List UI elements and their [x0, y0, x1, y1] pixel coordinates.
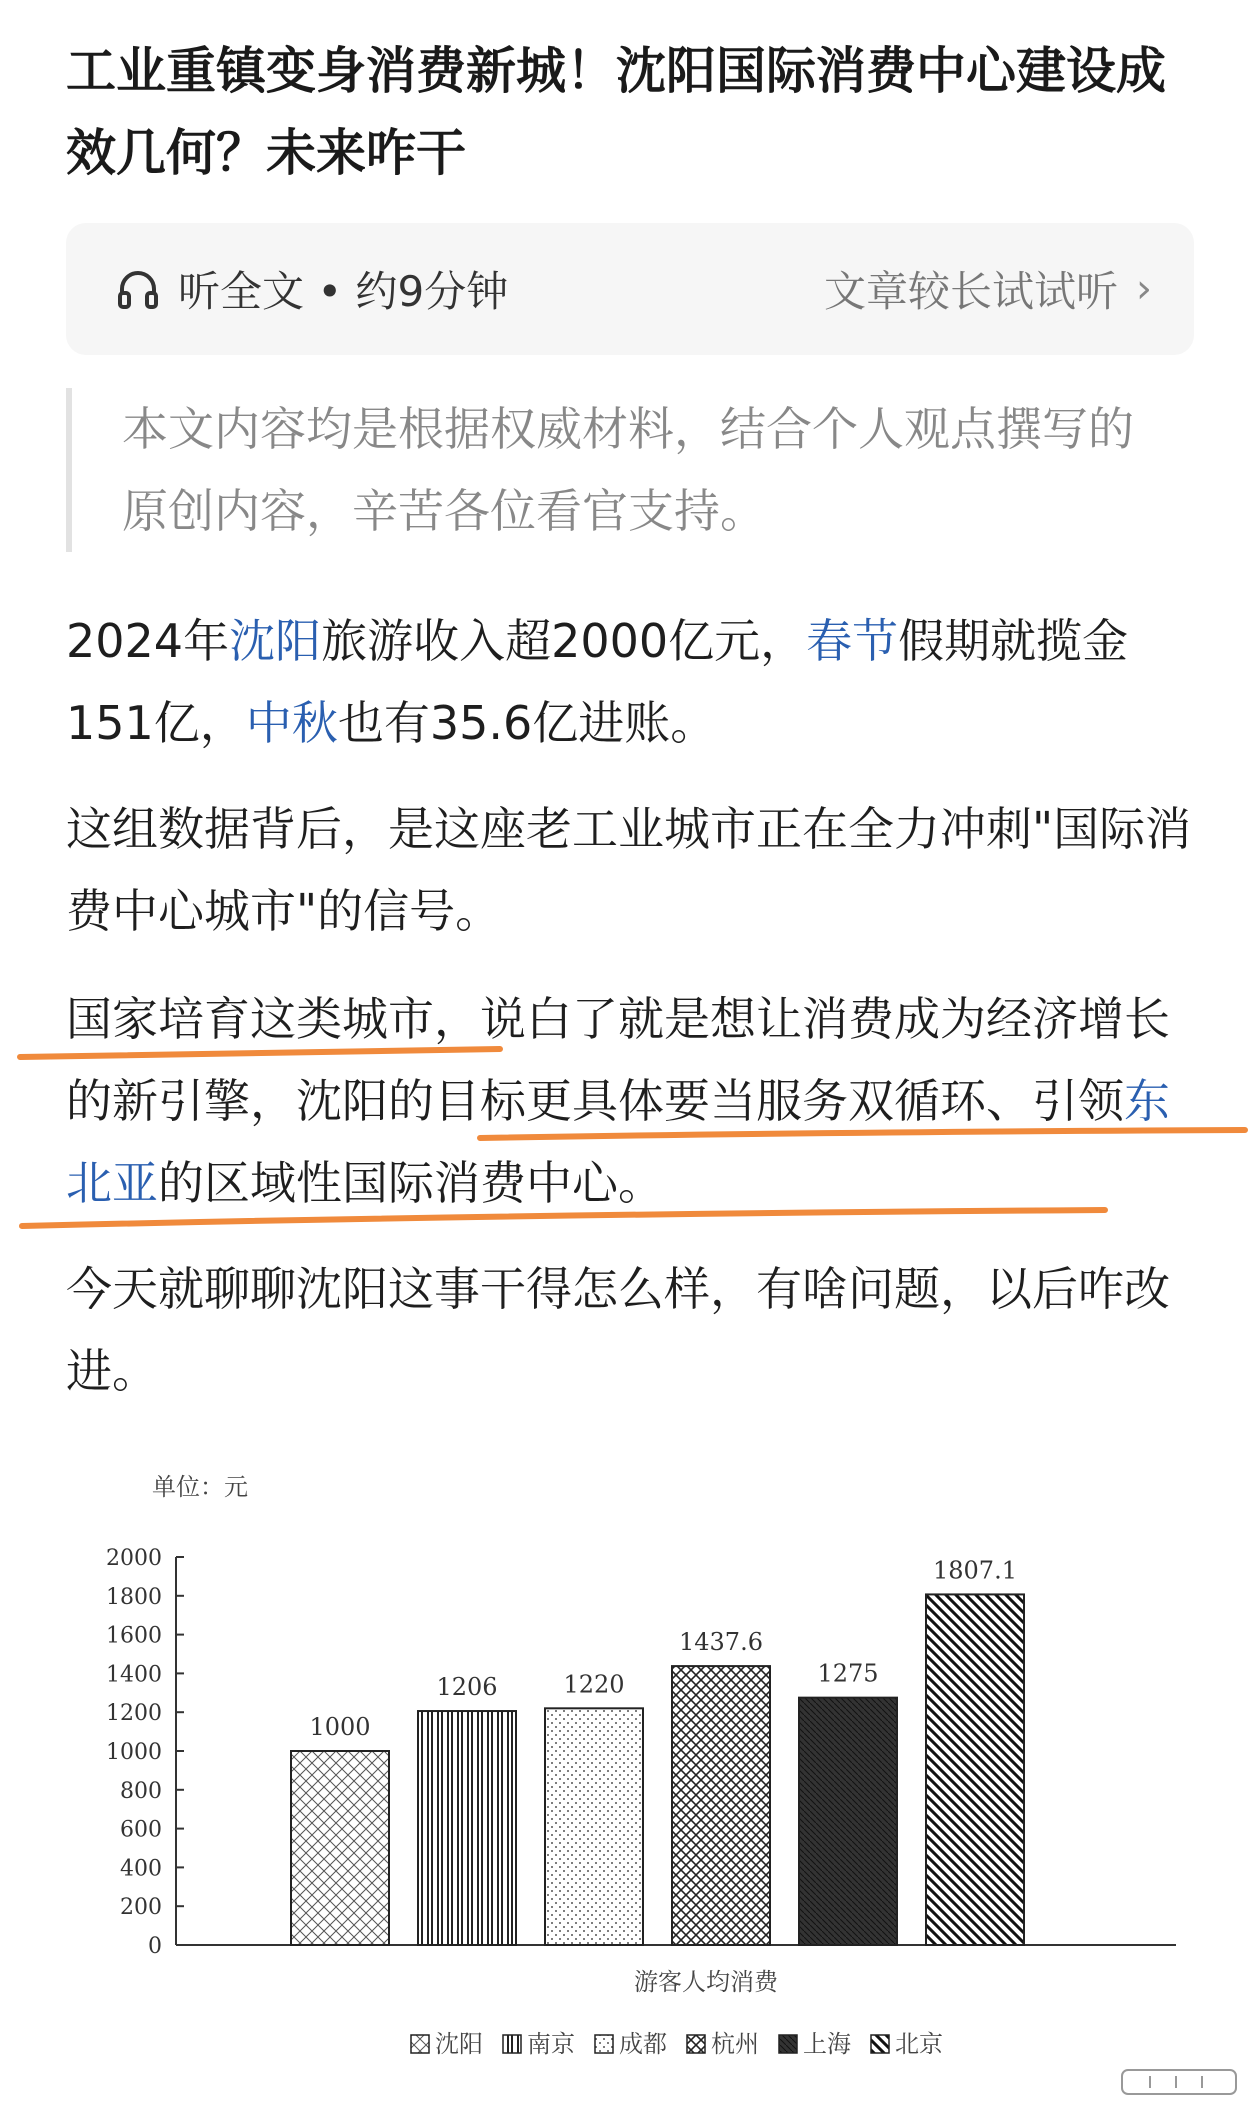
paragraph-3 [66, 978, 1206, 1224]
headphone-icon [114, 265, 162, 313]
bar-5 [799, 1698, 897, 1945]
bar-value-label: 1807.1 [933, 1556, 1017, 1585]
bar-value-label: 1437.6 [679, 1628, 763, 1657]
p1-text-2: 旅游收入超2000亿元， [321, 614, 807, 668]
bar-value-label: 1000 [309, 1713, 371, 1741]
try-listen-link[interactable] [824, 259, 1152, 319]
legend-swatch [687, 2035, 705, 2053]
legend-label: 上海 [803, 2030, 851, 2058]
p1-text-4: 也有35.6亿进账。 [337, 696, 717, 750]
y-tick-label: 1400 [106, 1662, 162, 1688]
legend-swatch [779, 2035, 797, 2053]
article-title: 工业重镇变身消费新城！沈阳国际消费中心建设成效几何？未来咋干 [66, 42, 1166, 182]
p1-text-1: 2024年 [66, 614, 230, 668]
legend-swatch [503, 2035, 521, 2053]
paragraph-4: 今天就聊聊沈阳这事干得怎么样，有啥问题，以后咋改进。 [66, 1262, 1170, 1398]
try-listen-label: 文章较长试试听 [823, 267, 1118, 316]
legend-label: 沈阳 [435, 2030, 483, 2058]
y-tick-label: 800 [120, 1778, 162, 1804]
listen-duration-label: 听全文 • 约9分钟 [178, 267, 509, 316]
bar-value-label: 1220 [563, 1670, 625, 1699]
chevron-right-icon: › [1136, 266, 1152, 312]
legend-label: 南京 [527, 2030, 575, 2058]
bar-4 [672, 1666, 770, 1945]
p3-text-2: 的区域性国际消费中心。 [158, 1156, 664, 1210]
p1-text-3: 假期就揽金151亿， [66, 614, 1129, 750]
expand-more-icon[interactable] [1120, 2068, 1238, 2096]
y-tick-label: 200 [120, 1895, 162, 1921]
bar-6 [926, 1594, 1024, 1945]
y-tick-label: 2000 [106, 1546, 162, 1571]
paragraph-2: 这组数据背后，是这座老工业城市正在全力冲刺"国际消费中心城市"的信号。 [66, 802, 1192, 938]
chart-unit-label: 单位：元 [152, 1473, 248, 1501]
bar-value-label: 1206 [436, 1673, 498, 1702]
legend-label: 杭州 [711, 2030, 759, 2058]
legend-label: 北京 [895, 2030, 943, 2058]
paragraph-1 [66, 600, 1206, 764]
link-spring-festival[interactable]: 春节 [806, 614, 899, 668]
y-tick-label: 1600 [106, 1623, 162, 1649]
y-tick-label: 1000 [106, 1740, 162, 1765]
p3-text-1: 国家培育这类城市，说白了就是想让消费成为经济增长的新引擎，沈阳的目标更具体要当服务双循环、引领 [66, 992, 1170, 1128]
y-tick-label: 1800 [106, 1584, 162, 1610]
bar-1 [291, 1751, 389, 1945]
link-shenyang[interactable]: 沈阳 [229, 614, 322, 668]
tourist-spending-bar-chart [66, 1445, 1206, 2085]
y-tick-label: 600 [120, 1817, 162, 1843]
bar-value-label: 1275 [817, 1659, 879, 1688]
x-axis-label: 游客人均消费 [634, 1968, 778, 1996]
legend-swatch [871, 2035, 889, 2053]
y-tick-label: 400 [120, 1856, 162, 1882]
link-mid-autumn[interactable]: 中秋 [245, 696, 338, 750]
listen-full-text-bar[interactable] [66, 223, 1194, 355]
link-northeast-asia[interactable]: 东北亚 [66, 1074, 1170, 1210]
bars [291, 1556, 1024, 1945]
legend-label: 成都 [619, 2030, 667, 2058]
bar-3 [545, 1708, 643, 1945]
listen-left[interactable] [114, 259, 508, 319]
y-tick-label: 0 [148, 1934, 162, 1959]
y-tick-label: 1200 [106, 1701, 162, 1727]
legend-swatch [411, 2035, 429, 2053]
legend-swatch [595, 2035, 613, 2053]
bar-2 [418, 1711, 516, 1945]
legend [411, 2030, 943, 2058]
author-note-quote: 本文内容均是根据权威材料，结合个人观点撰写的原创内容，辛苦各位看官支持。 [66, 388, 1166, 552]
